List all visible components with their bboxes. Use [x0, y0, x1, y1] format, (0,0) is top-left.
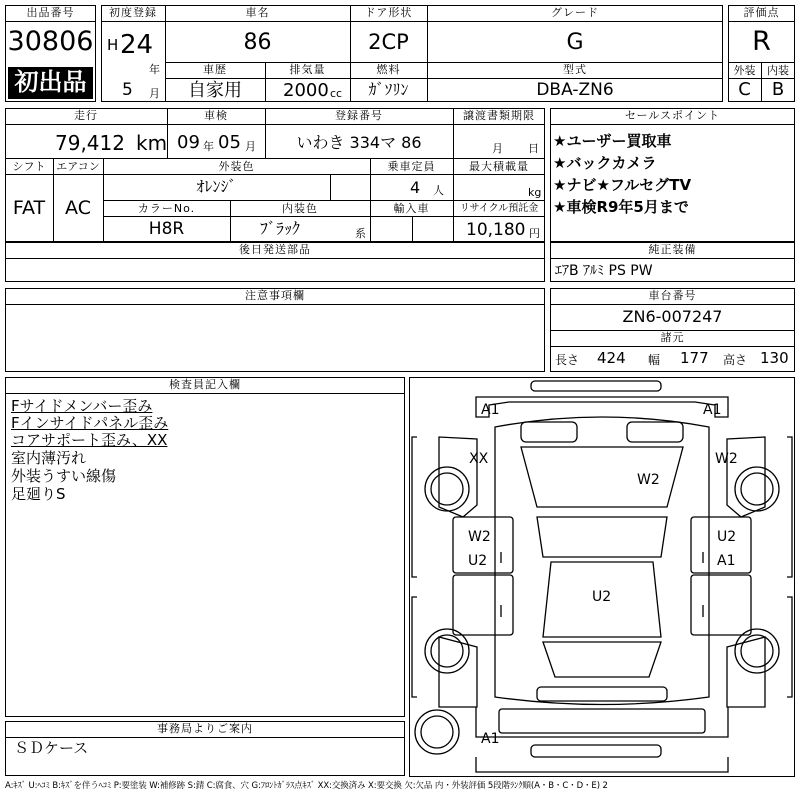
- displacement-label: 排気量: [289, 63, 326, 76]
- shift: FAT: [12, 197, 46, 219]
- grade: G: [566, 30, 584, 55]
- score: R: [752, 26, 771, 57]
- inspector-line-2: Fインサイドパネル歪み: [11, 414, 169, 432]
- inspection-month-unit: 月: [245, 140, 256, 153]
- damage-mark-door-left-lower: U2: [468, 553, 488, 569]
- plate-number: いわき 334マ 86: [296, 133, 422, 152]
- length-value: 424: [597, 349, 626, 367]
- inspection-month: 05: [218, 132, 241, 153]
- displacement-unit: cc: [330, 87, 343, 100]
- damage-mark-roof: U2: [592, 589, 612, 605]
- inspector-line-3: コアサポート歪み、XX: [11, 431, 168, 449]
- damage-mark-hood-center: W2: [637, 472, 660, 488]
- dimensions-label: 諸元: [660, 331, 685, 344]
- sales-point-4: ★車検R9年5月まで: [553, 198, 689, 216]
- sales-points-label: セールスポイント: [624, 109, 720, 122]
- fuel: ｶﾞｿﾘﾝ: [368, 80, 409, 99]
- chassis-label: 車台番号: [648, 289, 697, 302]
- damage-mark-door-right-upper: U2: [717, 529, 737, 545]
- office-value: ＳＤケース: [14, 739, 89, 757]
- damage-mark-fender-right: W2: [715, 451, 738, 467]
- notes-label: 注意事項欄: [245, 289, 305, 302]
- exterior-grade-label: 外装: [733, 64, 756, 77]
- sales-point-3: ★ナビ★フルセグTV: [553, 176, 692, 194]
- interior-grade-label: 内装: [767, 64, 789, 77]
- mileage: 79,412: [55, 131, 125, 155]
- lot-number: 30806: [7, 26, 94, 57]
- height-value: 130: [760, 349, 789, 367]
- registration-year: 24: [120, 30, 154, 60]
- first-registration-label: 初度登録: [109, 6, 157, 19]
- mileage-label: 走行: [74, 109, 98, 122]
- grade-label: グレード: [551, 6, 599, 19]
- equipment-label: 純正装備: [648, 243, 697, 256]
- width-value: 177: [680, 349, 709, 367]
- damage-mark-hood-right: A1: [703, 402, 722, 418]
- inspection-year-unit: 年: [203, 140, 214, 153]
- recycle-unit: 円: [529, 227, 540, 240]
- shift-label: シフト: [12, 160, 46, 173]
- lot-number-label: 出品番号: [26, 6, 75, 19]
- max-load-unit: kg: [528, 186, 542, 199]
- inspector-label: 検査員記入欄: [169, 378, 241, 391]
- capacity: 4: [410, 178, 421, 197]
- equipment-value: ｴｱB ｱﾙﾐ PS PW: [555, 263, 653, 279]
- door-shape-label: ドア形状: [364, 6, 413, 19]
- width-label: 幅: [648, 353, 661, 367]
- chassis-number: ZN6-007247: [622, 307, 723, 326]
- legend: A:ｷｽﾞ U:ﾍｺﾐ B:ｷｽﾞを伴うﾍｺﾐ P:要塗装 W:補修跡 S:錆 C:腐食、穴 G:ﾌﾛﾝﾄｶﾞﾗｽ点ｷｽﾞ XX:交換済み X:要交換 欠:欠品 内・外装評価 5段階ﾗﾝｸ順(A・B・C・D・E) 2: [5, 781, 608, 791]
- inspector-line-4: 室内薄汚れ: [11, 449, 87, 467]
- registration-year-unit: 年: [149, 63, 160, 76]
- damage-mark-door-right-lower: A1: [717, 553, 736, 569]
- color-number-label: カラーNo.: [137, 202, 196, 215]
- body-color-label: 外装色: [218, 160, 255, 173]
- model-code: DBA-ZN6: [536, 80, 614, 100]
- import-label: 輸入車: [393, 202, 430, 215]
- recycle-label: リサイクル預託金: [459, 203, 539, 214]
- inspector-line-1: Fサイドメンバー歪み: [11, 397, 153, 415]
- transfer-day-unit: 日: [528, 142, 539, 155]
- displacement: 2000: [283, 80, 329, 101]
- mileage-unit: km: [136, 131, 168, 155]
- length-label: 長さ: [555, 353, 580, 367]
- transfer-deadline-label: 譲渡書類期限: [463, 109, 535, 122]
- color-number: H8R: [148, 219, 185, 239]
- car-name-label: 車名: [245, 6, 270, 19]
- registration-month-unit: 月: [149, 87, 160, 100]
- interior-grade: B: [771, 79, 785, 100]
- interior-color: ﾌﾞﾗｯｸ: [260, 219, 301, 238]
- office-label: 事務局よりご案内: [157, 722, 253, 735]
- damage-mark-bottom: A1: [481, 731, 500, 747]
- later-parts-label: 後日発送部品: [239, 243, 311, 256]
- plate-label: 登録番号: [335, 109, 383, 122]
- sales-point-2: ★バックカメラ: [553, 154, 657, 172]
- inspection-year: 09: [177, 132, 200, 153]
- inspector-line-6: 足廻りS: [11, 485, 66, 503]
- damage-mark-fender-left: XX: [469, 451, 489, 467]
- car-name: 86: [243, 30, 272, 55]
- exterior-grade: C: [738, 79, 751, 100]
- body-color: ｵﾚﾝｼﾞ: [196, 177, 237, 196]
- aircon-label: エアコン: [56, 160, 100, 173]
- capacity-label: 乗車定員: [387, 160, 436, 173]
- car-diagram: [409, 377, 795, 777]
- damage-mark-door-left-upper: W2: [468, 529, 491, 545]
- vehicle-history-label: 車歴: [203, 63, 227, 76]
- model-code-label: 型式: [563, 63, 587, 76]
- inspector-line-5: 外装うすい線傷: [11, 467, 117, 485]
- transfer-month-unit: 月: [492, 142, 503, 155]
- interior-color-unit: 系: [355, 227, 366, 240]
- fuel-label: 燃料: [376, 63, 401, 76]
- registration-month: 5: [122, 80, 133, 100]
- aircon: AC: [65, 197, 91, 219]
- first-listing-badge-text: 初出品: [14, 68, 87, 96]
- interior-color-label: 内装色: [282, 202, 318, 215]
- height-label: 高さ: [723, 353, 748, 367]
- sales-point-1: ★ユーザー買取車: [553, 132, 672, 150]
- capacity-unit: 人: [433, 184, 444, 197]
- recycle-deposit: 10,180: [466, 220, 526, 240]
- door-shape: 2CP: [368, 30, 409, 54]
- inspection-label: 車検: [204, 109, 228, 122]
- vehicle-history: 自家用: [188, 80, 242, 101]
- damage-mark-hood-left: A1: [481, 402, 500, 418]
- max-load-label: 最大積載量: [469, 160, 529, 173]
- score-label: 評価点: [743, 6, 780, 19]
- era-letter: H: [107, 36, 119, 54]
